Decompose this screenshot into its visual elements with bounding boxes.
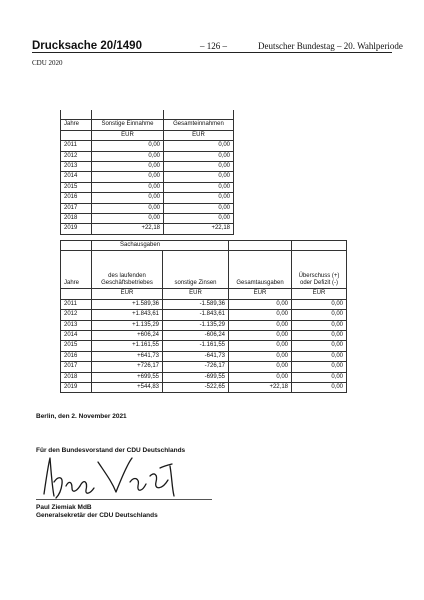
total-income-cell: 0,00 [164, 203, 234, 213]
col-header-other-interest: sonstige Zinsen [163, 251, 229, 289]
table-row [61, 151, 234, 161]
total-expenses-cell: 0,00 [229, 310, 292, 320]
year-cell: 2013 [61, 320, 92, 330]
other-income-cell: 0,00 [92, 182, 164, 192]
interest-cell: -1.135,29 [163, 320, 229, 330]
interest-cell: -1.589,36 [163, 299, 229, 309]
document-number: Drucksache 20/1490 [32, 40, 142, 52]
year-cell: 2017 [61, 362, 92, 372]
table-row [61, 214, 234, 224]
surplus-cell: 0,00 [292, 372, 347, 382]
total-expenses-cell: 0,00 [229, 320, 292, 330]
table-row [61, 141, 234, 151]
table-row [61, 182, 234, 192]
on-behalf-line: Für den Bundesvorstand der CDU Deutschlands [36, 447, 186, 454]
total-expenses-cell: 0,00 [229, 362, 292, 372]
interest-cell: -522,65 [163, 383, 229, 393]
income-table-spacer [61, 110, 92, 120]
surplus-cell: 0,00 [292, 341, 347, 351]
surplus-cell: 0,00 [292, 331, 347, 341]
operating-cell: +1.843,61 [92, 310, 163, 320]
total-expenses-cell: 0,00 [229, 341, 292, 351]
year-cell: 2012 [61, 151, 92, 161]
handwritten-signature [36, 452, 216, 504]
table-row [61, 383, 347, 393]
year-cell: 2011 [61, 141, 92, 151]
col-header-operating: des laufenden Geschäftsbetriebes [92, 251, 163, 289]
signatory-role: Generalsekretär der CDU Deutschlands [36, 512, 158, 519]
year-cell: 2019 [61, 224, 92, 234]
col-header-total-expenses: Gesamtausgaben [229, 251, 292, 289]
col-header-year: Jahre [61, 251, 92, 289]
year-cell: 2019 [61, 383, 92, 393]
total-income-cell: 0,00 [164, 214, 234, 224]
other-income-cell: 0,00 [92, 214, 164, 224]
total-income-cell: 0,00 [164, 193, 234, 203]
total-income-cell: 0,00 [164, 172, 234, 182]
other-income-cell: +22,18 [92, 224, 164, 234]
total-expenses-cell: +22,18 [229, 383, 292, 393]
total-income-cell: 0,00 [164, 151, 234, 161]
interest-cell: -1.843,61 [163, 310, 229, 320]
interest-cell: -1.161,55 [163, 341, 229, 351]
interest-cell: -641,73 [163, 351, 229, 361]
year-cell: 2018 [61, 372, 92, 382]
table-row [61, 162, 234, 172]
surplus-cell: 0,00 [292, 383, 347, 393]
year-cell: 2016 [61, 351, 92, 361]
year-cell: 2017 [61, 203, 92, 213]
year-cell: 2016 [61, 193, 92, 203]
col-header-total-income: Gesamteinnahmen [164, 120, 234, 130]
year-cell: 2015 [61, 182, 92, 192]
table-row [61, 331, 347, 341]
unit-cell [61, 289, 92, 299]
operating-cell: +699,55 [92, 372, 163, 382]
other-income-cell: 0,00 [92, 162, 164, 172]
income-table [60, 110, 234, 235]
table-row [61, 341, 347, 351]
parliament-period: Deutscher Bundestag – 20. Wahlperiode [258, 41, 403, 51]
year-cell: 2015 [61, 341, 92, 351]
place-date: Berlin, den 2. November 2021 [36, 413, 127, 420]
header-rule [32, 52, 392, 53]
unit-cell: EUR [92, 289, 163, 299]
other-income-cell: 0,00 [92, 151, 164, 161]
operating-cell: +606,24 [92, 331, 163, 341]
total-expenses-cell: 0,00 [229, 372, 292, 382]
unit-cell: EUR [229, 289, 292, 299]
surplus-cell: 0,00 [292, 362, 347, 372]
total-income-cell: +22,18 [164, 224, 234, 234]
operating-cell: +726,17 [92, 362, 163, 372]
other-income-cell: 0,00 [92, 141, 164, 151]
interest-cell: -726,17 [163, 362, 229, 372]
year-cell: 2018 [61, 214, 92, 224]
total-expenses-cell: 0,00 [229, 331, 292, 341]
interest-cell: -699,55 [163, 372, 229, 382]
year-cell: 2011 [61, 299, 92, 309]
total-expenses-cell: 0,00 [229, 299, 292, 309]
page-number: – 126 – [200, 41, 227, 51]
table-row [61, 203, 234, 213]
col-header-surplus-deficit: Überschuss (+) oder Defizit (-) [292, 251, 347, 289]
table-row [61, 362, 347, 372]
expense-table [60, 240, 347, 393]
table-row [61, 193, 234, 203]
total-income-cell: 0,00 [164, 182, 234, 192]
operating-cell: +1.135,29 [92, 320, 163, 330]
table-row [61, 372, 347, 382]
unit-cell: EUR [92, 130, 164, 140]
total-income-cell: 0,00 [164, 162, 234, 172]
year-cell: 2014 [61, 172, 92, 182]
other-income-cell: 0,00 [92, 172, 164, 182]
unit-cell [61, 130, 92, 140]
table-row [61, 224, 234, 234]
table-row [61, 172, 234, 182]
table-row [61, 351, 347, 361]
other-income-cell: 0,00 [92, 193, 164, 203]
year-cell: 2013 [61, 162, 92, 172]
signatory-name: Paul Ziemiak MdB [36, 504, 92, 511]
surplus-cell: 0,00 [292, 310, 347, 320]
col-header-year: Jahre [61, 120, 92, 130]
operating-cell: +641,73 [92, 351, 163, 361]
col-header-other-income: Sonstige Einnahme [92, 120, 164, 130]
other-income-cell: 0,00 [92, 203, 164, 213]
table-row [61, 310, 347, 320]
interest-cell: -606,24 [163, 331, 229, 341]
unit-cell: EUR [164, 130, 234, 140]
table-row [61, 320, 347, 330]
year-cell: 2014 [61, 331, 92, 341]
party-year-label: CDU 2020 [32, 59, 63, 67]
surplus-cell: 0,00 [292, 320, 347, 330]
unit-cell: EUR [292, 289, 347, 299]
group-header-material-costs: Sachausgaben [92, 241, 229, 251]
year-cell: 2012 [61, 310, 92, 320]
operating-cell: +1.161,55 [92, 341, 163, 351]
total-income-cell: 0,00 [164, 141, 234, 151]
operating-cell: +1.589,36 [92, 299, 163, 309]
unit-cell: EUR [163, 289, 229, 299]
operating-cell: +544,83 [92, 383, 163, 393]
total-expenses-cell: 0,00 [229, 351, 292, 361]
table-row [61, 299, 347, 309]
signature-line [36, 499, 212, 500]
surplus-cell: 0,00 [292, 299, 347, 309]
surplus-cell: 0,00 [292, 351, 347, 361]
